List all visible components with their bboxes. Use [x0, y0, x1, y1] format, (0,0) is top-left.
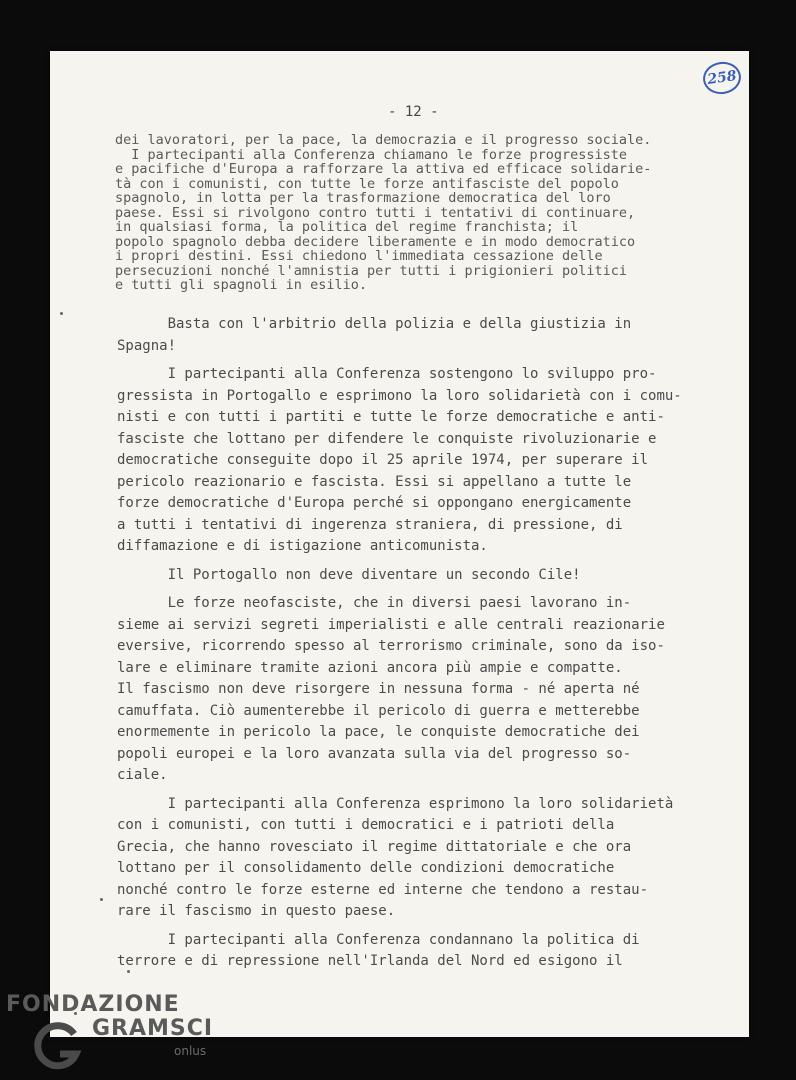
text-line: Il Portogallo non deve diventare un secondo Cile! [117, 566, 581, 583]
paragraph [117, 364, 717, 558]
paragraph [117, 565, 717, 587]
text-line: enormemente in pericolo la pace, le conquiste democratiche dei [117, 724, 640, 740]
text-line: terrore e di repressione nell'Irlanda del Nord ed esigono il [117, 953, 623, 969]
text-line: persecuzioni nonché l'amnistia per tutti i prigionieri politici [115, 262, 628, 279]
archive-stamp: 258 [701, 60, 743, 97]
text-line: e tutti gli spagnoli in esilio. [115, 277, 367, 293]
text-line: ciale. [117, 767, 168, 783]
text-line: i propri destini. Essi chiedono l'immediata cessazione delle [115, 248, 603, 264]
watermark-line3: onlus [174, 1044, 207, 1058]
text-line: popolo spagnolo debba decidere liberamente e in modo democratico [115, 233, 636, 250]
text-line: Il fascismo non deve risorgere in nessuna forma - né aperta né [117, 681, 640, 697]
text-line: a tutti i tentativi di ingerenza straniera, di pressione, di [117, 516, 623, 533]
text-line: popoli europei e la loro avanzata sulla via del progresso so- [117, 745, 632, 762]
text-line: eversive, ricorrendo spesso al terrorismo criminale, sono da iso- [117, 638, 665, 654]
text-line: in qualsiasi forma, la politica del regime franchista; il [115, 219, 579, 235]
gramsci-logo-icon [30, 1020, 84, 1074]
text-line: I partecipanti alla Conferenza esprimono la loro solidarietà [117, 795, 674, 812]
page-number: - 12 - [388, 104, 439, 120]
text-line: I partecipanti alla Conferenza sostengono lo sviluppo pro- [117, 366, 657, 382]
scan-mark [100, 898, 103, 901]
text-line: fasciste che lottano per difendere le conquiste rivoluzionarie e [117, 430, 657, 447]
text-line: spagnolo, in lotta per la trasformazione democratica del loro [115, 190, 611, 206]
text-line: Le forze neofasciste, che in diversi paesi lavorano in- [117, 595, 632, 611]
scan-mark [60, 312, 63, 315]
watermark [6, 992, 214, 1058]
paragraph [117, 314, 717, 357]
text-line: tà con i comunisti, con tutte le forze antifasciste del popolo [115, 175, 619, 192]
paragraph [117, 930, 717, 973]
text-line: dei lavoratori, per la pace, la democrazia e il progresso sociale. [115, 132, 652, 148]
text-line: nonché contro le forze esterne ed interne che tendono a restau- [117, 881, 649, 898]
text-line: lare e eliminare tramite azioni ancora più ampie e compatte. [117, 659, 623, 676]
text-line: forze democratiche d'Europa perché si oppongano energicamente [117, 495, 632, 511]
text-line: lottano per il consolidamento delle condizioni democratiche [117, 860, 615, 876]
text-line: con i comunisti, con tutti i democratici e i patrioti della [117, 817, 615, 833]
watermark-line1: FONDAZIONE [6, 992, 180, 1017]
text-line: democratiche conseguite dopo il 25 aprile 1974, per superare il [117, 452, 649, 468]
text-line: rare il fascismo in questo paese. [117, 903, 396, 919]
text-line: sieme ai servizi segreti imperialisti e alle centrali reazionarie [117, 616, 665, 633]
text-line: I partecipanti alla Conferenza chiamano le forze progressiste [115, 146, 628, 163]
text-line: paese. Essi si rivolgono contro tutti i tentativi di continuare, [115, 204, 636, 221]
text-line: Grecia, che hanno rovesciato il regime dittatoriale e che ora [117, 838, 632, 855]
paragraph [117, 794, 717, 923]
paragraph [117, 593, 717, 787]
text-line: nisti e con tutti i partiti e tutte le forze democratiche e anti- [117, 409, 665, 425]
body-text [117, 314, 717, 973]
dense-paragraph [115, 133, 715, 293]
text-line: e pacifiche d'Europa a rafforzare la attiva ed efficace solidarie- [115, 161, 652, 177]
text-line: I partecipanti alla Conferenza condannano la politica di [117, 931, 640, 948]
text-line: pericolo reazionario e fascista. Essi si appellano a tutte le [117, 473, 632, 490]
scan-mark [127, 970, 130, 973]
watermark-line2: GRAMSCI [92, 1016, 214, 1041]
text-line: Basta con l'arbitrio della polizia e della giustizia in [117, 316, 632, 332]
text-line: diffamazione e di istigazione anticomunista. [117, 538, 488, 554]
text-line: camuffata. Ciò aumenterebbe il pericolo di guerra e metterebbe [117, 702, 640, 719]
text-line: Spagna! [117, 337, 177, 354]
text-line: gressista in Portogallo e esprimono la loro solidarietà con i comu- [117, 387, 682, 404]
